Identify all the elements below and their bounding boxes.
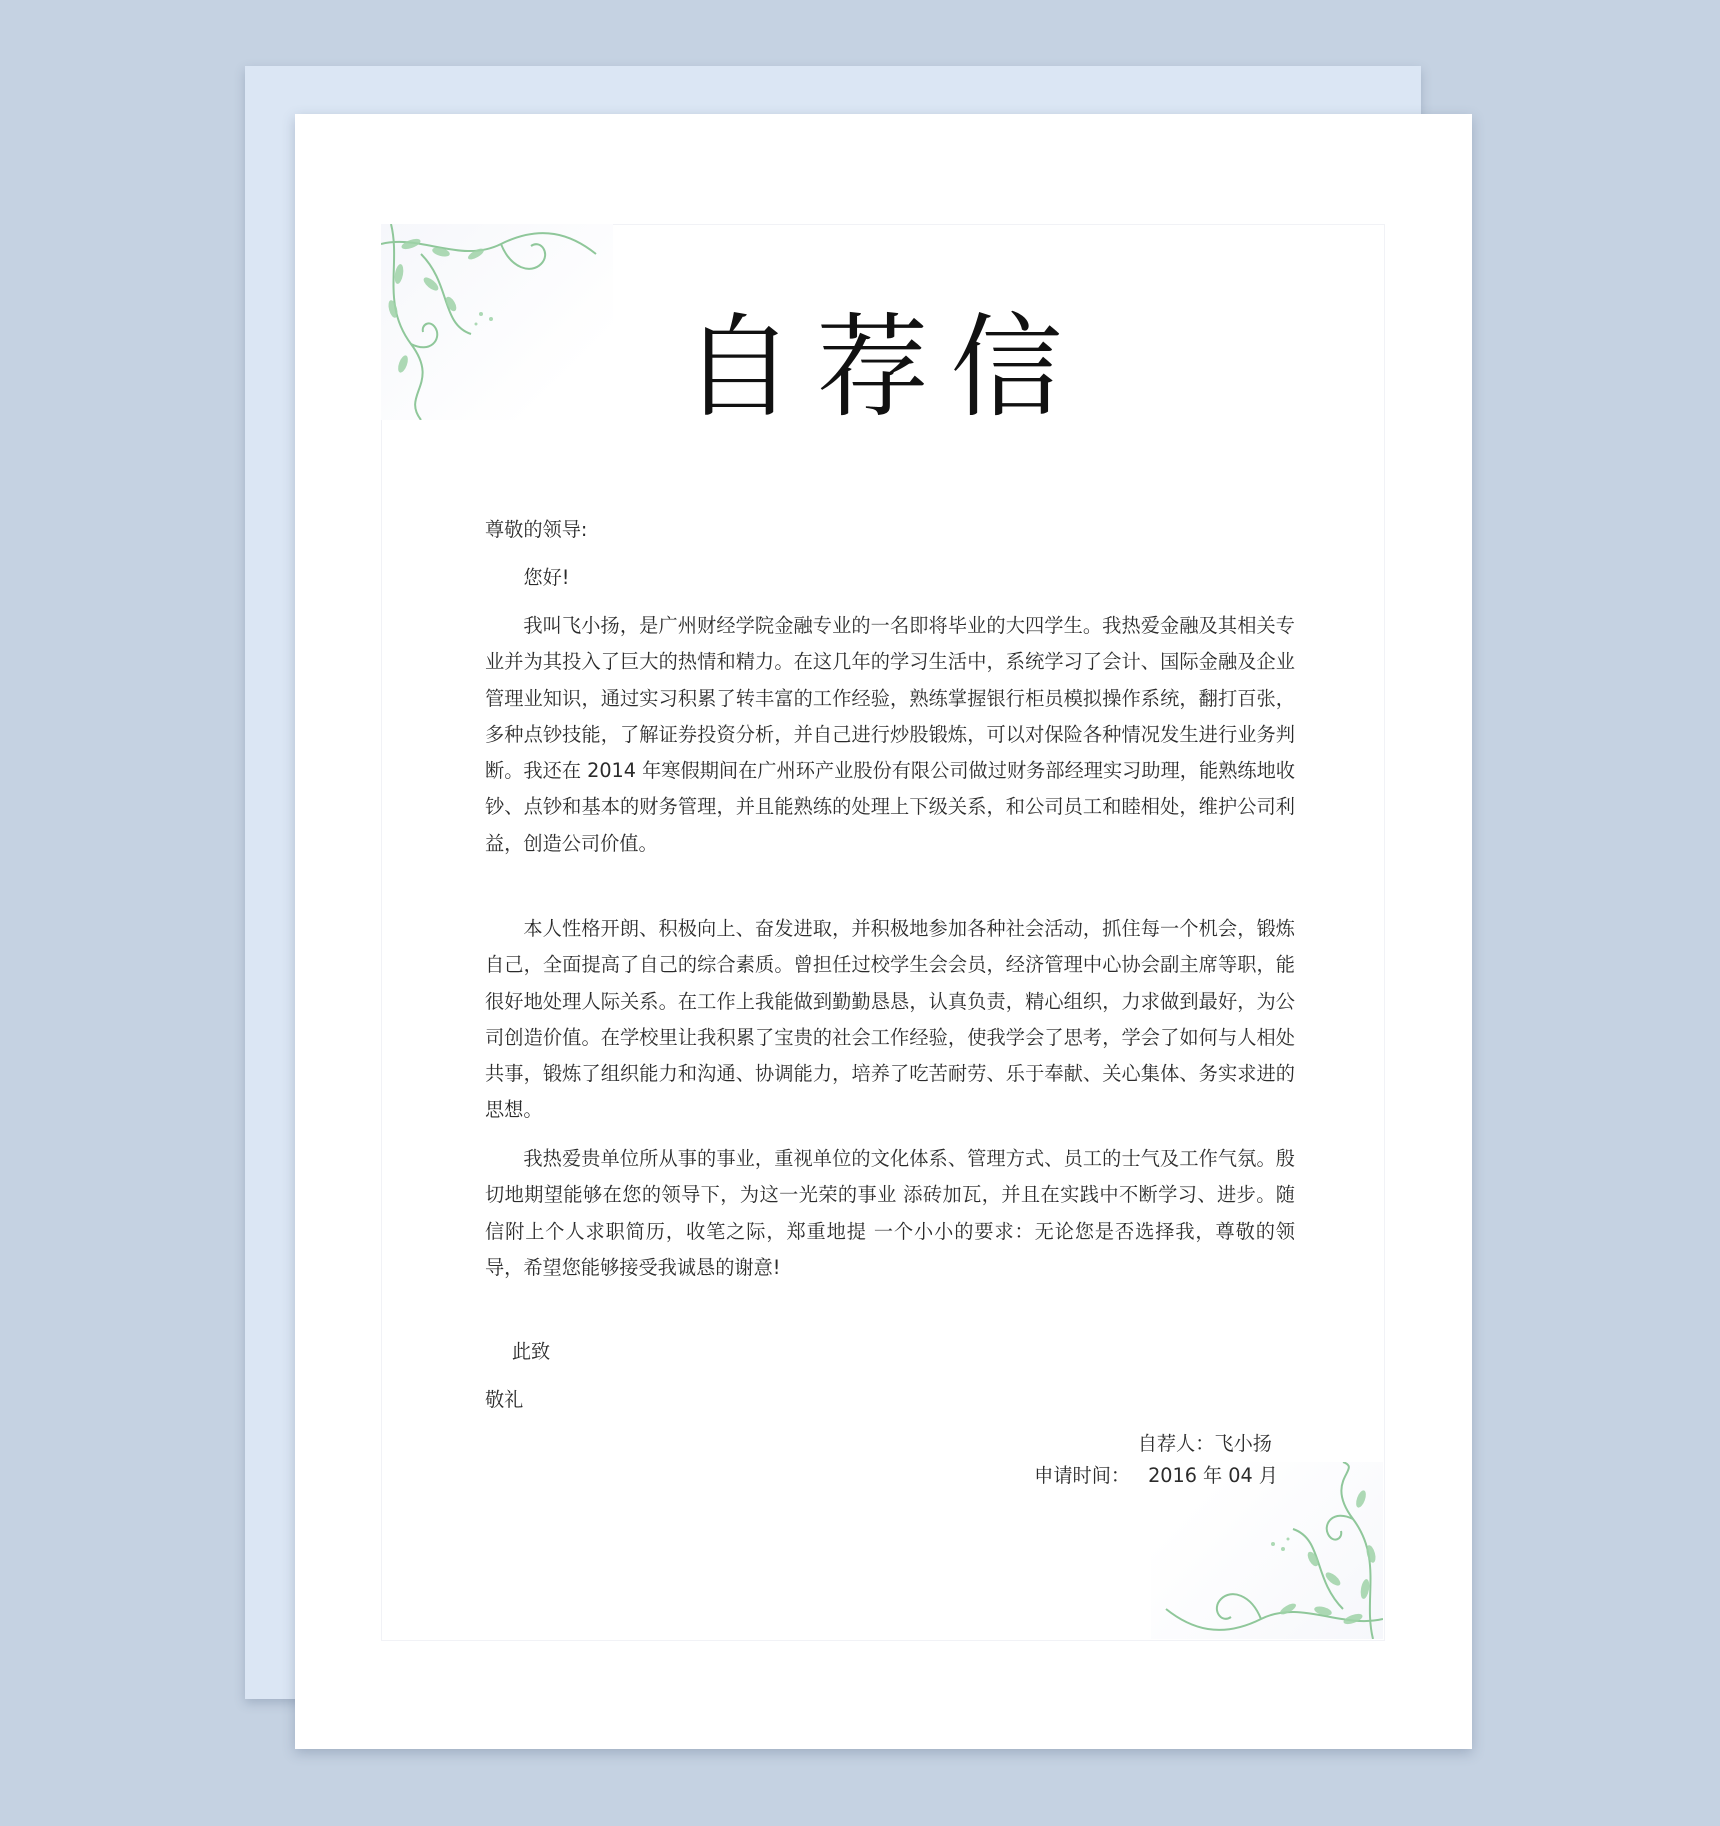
closing-line-2: 敬礼	[485, 1388, 524, 1411]
greeting: 您好!	[523, 566, 570, 589]
closing-line-1: 此致	[511, 1340, 551, 1363]
salutation: 尊敬的领导:	[485, 518, 588, 541]
application-date	[1034, 1460, 1278, 1492]
paragraph-3: 我热爱贵单位所从事的事业，重视单位的文化体系、管理方式、员工的士气及工作气氛。殷切地期望能够在您的领导下，为这一光荣的事业 添砖加瓦，并且在实践中不断学习、进步。随信附上个人求职简历，收笔之际，郑重地提 一个小小的要求：无论您是否选择我，尊敬的领导，希望您能够接受我诚恳的谢意!	[485, 1147, 1295, 1279]
letter-page	[295, 114, 1472, 1749]
paragraph-2: 本人性格开朗、积极向上、奋发进取，并积极地参加各种社会活动，抓住每一个机会，锻炼自己，全面提高了自己的综合素质。曾担任过校学生会会员，经济管理中心协会副主席等职，能很好地处理人际关系。在工作上我能做到勤勤恳恳，认真负责，精心组织，力求做到最好，为公司创造价值。在学校里让我积累了宝贵的社会工作经验，使我学会了思考，学会了如何与人相处共事，锻炼了组织能力和沟通、协调能力，培养了吃苦耐劳、乐于奉献、关心集体、务实求进的思想。	[485, 917, 1295, 1122]
letter-title: 自荐信	[682, 303, 1085, 433]
paragraph-1: 我叫飞小扬，是广州财经学院金融专业的一名即将毕业的大四学生。我热爱金融及其相关专业并为其投入了巨大的热情和精力。在这几年的学习生活中，系统学习了会计、国际金融及企业管理业知识，通过实习积累了转丰富的工作经验，熟练掌握银行柜员模拟操作系统，翻打百张，多种点钞技能，了解证券投资分析，并自己进行炒股锻炼，可以对保险各种情况发生进行业务判断。我还在 2014 年寒假期间在广州环产业股份有限公司做过财务部经理实习助理，能熟练地收钞、点钞和基本的财务管理，并且能熟练的处理上下级关系，和公司员工和睦相处，维护公司利益，创造公司价值。	[485, 614, 1295, 855]
signature: 自荐人：飞小扬	[1137, 1432, 1272, 1455]
date-label: 申请时间：	[1034, 1464, 1131, 1487]
date-value: 2016 年 04 月	[1148, 1464, 1278, 1487]
